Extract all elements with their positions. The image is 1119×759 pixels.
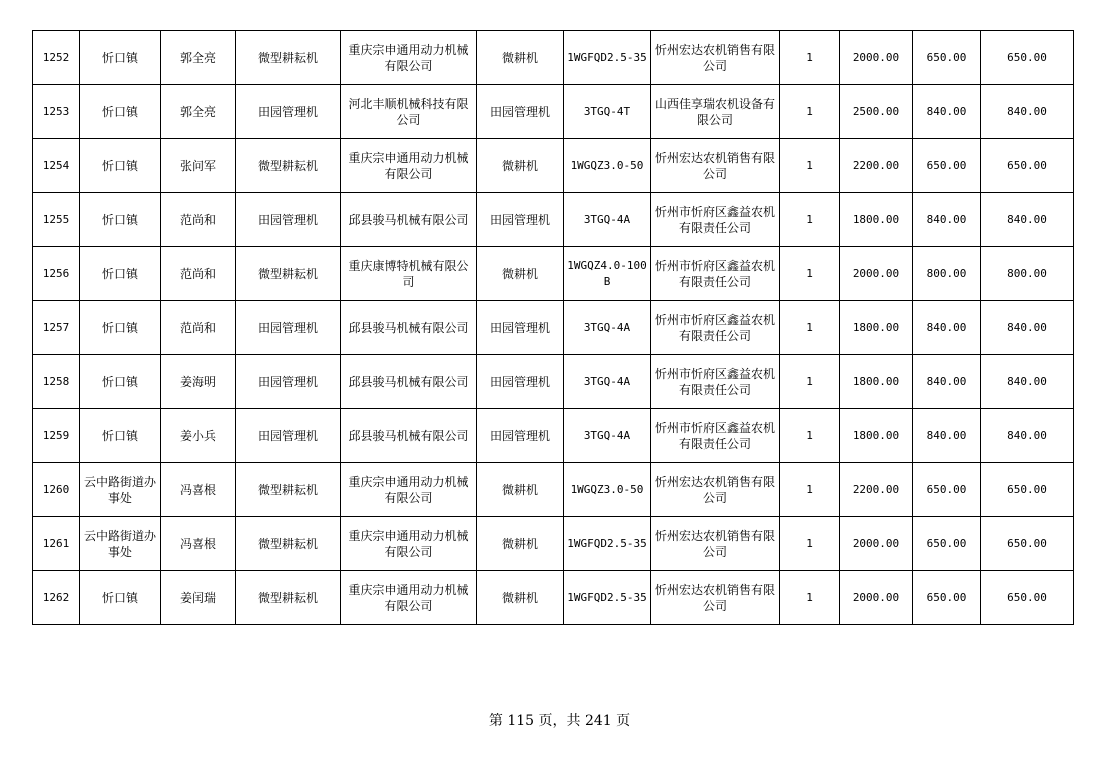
- cell-type: 微耕机: [477, 31, 564, 85]
- cell-id: 1257: [33, 301, 80, 355]
- cell-subsidy: 840.00: [913, 409, 981, 463]
- page-number: 第 115 页，共 241 页: [488, 713, 631, 729]
- cell-model: 1WGQZ3.0-50: [564, 463, 651, 517]
- cell-category: 田园管理机: [236, 355, 341, 409]
- cell-total: 650.00: [981, 31, 1074, 85]
- cell-maker: 邱县骏马机械有限公司: [341, 409, 477, 463]
- cell-category: 微型耕耘机: [236, 463, 341, 517]
- cell-model: 1WGFQD2.5-35: [564, 517, 651, 571]
- cell-category: 微型耕耘机: [236, 571, 341, 625]
- cell-category: 田园管理机: [236, 85, 341, 139]
- cell-dealer: 山西佳享瑞农机设备有限公司: [651, 85, 780, 139]
- cell-dealer: 忻州市忻府区鑫益农机有限责任公司: [651, 355, 780, 409]
- cell-price: 1800.00: [840, 355, 913, 409]
- cell-type: 田园管理机: [477, 409, 564, 463]
- cell-qty: 1: [780, 517, 840, 571]
- table-row: [33, 85, 1074, 139]
- cell-dealer: 忻州宏达农机销售有限公司: [651, 31, 780, 85]
- cell-model: 1WGFQD2.5-35: [564, 571, 651, 625]
- cell-model: 3TGQ-4A: [564, 301, 651, 355]
- cell-qty: 1: [780, 571, 840, 625]
- cell-total: 650.00: [981, 139, 1074, 193]
- table-row: [33, 409, 1074, 463]
- cell-qty: 1: [780, 85, 840, 139]
- cell-id: 1254: [33, 139, 80, 193]
- cell-maker: 邱县骏马机械有限公司: [341, 193, 477, 247]
- cell-name: 姜闰瑞: [161, 571, 236, 625]
- cell-model: 3TGQ-4A: [564, 355, 651, 409]
- cell-town: 忻口镇: [80, 355, 161, 409]
- cell-category: 微型耕耘机: [236, 247, 341, 301]
- cell-id: 1256: [33, 247, 80, 301]
- cell-name: 冯喜根: [161, 463, 236, 517]
- cell-town: 忻口镇: [80, 139, 161, 193]
- table-row: [33, 139, 1074, 193]
- cell-maker: 重庆康博特机械有限公司: [341, 247, 477, 301]
- cell-type: 田园管理机: [477, 193, 564, 247]
- cell-name: 范尚和: [161, 193, 236, 247]
- cell-qty: 1: [780, 31, 840, 85]
- cell-dealer: 忻州市忻府区鑫益农机有限责任公司: [651, 409, 780, 463]
- cell-type: 田园管理机: [477, 301, 564, 355]
- cell-price: 2000.00: [840, 247, 913, 301]
- cell-town: 忻口镇: [80, 247, 161, 301]
- cell-subsidy: 800.00: [913, 247, 981, 301]
- cell-qty: 1: [780, 139, 840, 193]
- cell-subsidy: 650.00: [913, 517, 981, 571]
- table-row: [33, 571, 1074, 625]
- cell-town: 忻口镇: [80, 85, 161, 139]
- cell-maker: 重庆宗申通用动力机械有限公司: [341, 139, 477, 193]
- cell-model: 3TGQ-4A: [564, 409, 651, 463]
- table-row: [33, 193, 1074, 247]
- cell-subsidy: 650.00: [913, 31, 981, 85]
- subsidy-table: [32, 30, 1074, 625]
- cell-price: 2000.00: [840, 517, 913, 571]
- cell-price: 1800.00: [840, 193, 913, 247]
- cell-qty: 1: [780, 301, 840, 355]
- cell-total: 650.00: [981, 571, 1074, 625]
- cell-model: 1WGQZ3.0-50: [564, 139, 651, 193]
- cell-category: 微型耕耘机: [236, 517, 341, 571]
- cell-dealer: 忻州市忻府区鑫益农机有限责任公司: [651, 247, 780, 301]
- cell-subsidy: 840.00: [913, 193, 981, 247]
- cell-id: 1253: [33, 85, 80, 139]
- cell-town: 云中路街道办事处: [80, 463, 161, 517]
- cell-type: 田园管理机: [477, 355, 564, 409]
- cell-category: 田园管理机: [236, 193, 341, 247]
- cell-qty: 1: [780, 247, 840, 301]
- cell-price: 2200.00: [840, 139, 913, 193]
- cell-qty: 1: [780, 409, 840, 463]
- cell-dealer: 忻州宏达农机销售有限公司: [651, 571, 780, 625]
- cell-dealer: 忻州市忻府区鑫益农机有限责任公司: [651, 301, 780, 355]
- cell-town: 忻口镇: [80, 193, 161, 247]
- cell-town: 忻口镇: [80, 301, 161, 355]
- cell-id: 1261: [33, 517, 80, 571]
- cell-name: 郭全亮: [161, 31, 236, 85]
- cell-type: 微耕机: [477, 139, 564, 193]
- cell-id: 1258: [33, 355, 80, 409]
- cell-total: 650.00: [981, 517, 1074, 571]
- cell-maker: 重庆宗申通用动力机械有限公司: [341, 517, 477, 571]
- cell-name: 范尚和: [161, 301, 236, 355]
- table-row: [33, 463, 1074, 517]
- cell-subsidy: 840.00: [913, 85, 981, 139]
- cell-type: 微耕机: [477, 571, 564, 625]
- cell-total: 840.00: [981, 409, 1074, 463]
- cell-maker: 重庆宗申通用动力机械有限公司: [341, 463, 477, 517]
- cell-id: 1255: [33, 193, 80, 247]
- cell-name: 姜小兵: [161, 409, 236, 463]
- cell-qty: 1: [780, 463, 840, 517]
- cell-qty: 1: [780, 355, 840, 409]
- cell-total: 840.00: [981, 301, 1074, 355]
- cell-name: 范尚和: [161, 247, 236, 301]
- cell-price: 2200.00: [840, 463, 913, 517]
- cell-model: 3TGQ-4A: [564, 193, 651, 247]
- cell-total: 840.00: [981, 355, 1074, 409]
- cell-dealer: 忻州宏达农机销售有限公司: [651, 139, 780, 193]
- table-body: [33, 31, 1074, 625]
- cell-type: 田园管理机: [477, 85, 564, 139]
- cell-town: 忻口镇: [80, 409, 161, 463]
- cell-name: 张问军: [161, 139, 236, 193]
- table-row: [33, 247, 1074, 301]
- cell-total: 800.00: [981, 247, 1074, 301]
- cell-qty: 1: [780, 193, 840, 247]
- cell-name: 姜海明: [161, 355, 236, 409]
- cell-subsidy: 650.00: [913, 139, 981, 193]
- cell-price: 1800.00: [840, 301, 913, 355]
- cell-total: 840.00: [981, 193, 1074, 247]
- cell-town: 云中路街道办事处: [80, 517, 161, 571]
- cell-id: 1252: [33, 31, 80, 85]
- cell-model: 1WGFQD2.5-35: [564, 31, 651, 85]
- cell-type: 微耕机: [477, 247, 564, 301]
- cell-subsidy: 840.00: [913, 355, 981, 409]
- cell-model: 1WGQZ4.0-100B: [564, 247, 651, 301]
- cell-name: 冯喜根: [161, 517, 236, 571]
- cell-maker: 邱县骏马机械有限公司: [341, 355, 477, 409]
- table-row: [33, 355, 1074, 409]
- cell-subsidy: 650.00: [913, 571, 981, 625]
- cell-dealer: 忻州宏达农机销售有限公司: [651, 463, 780, 517]
- cell-id: 1259: [33, 409, 80, 463]
- table-row: [33, 517, 1074, 571]
- cell-price: 2000.00: [840, 31, 913, 85]
- cell-subsidy: 840.00: [913, 301, 981, 355]
- cell-maker: 重庆宗申通用动力机械有限公司: [341, 571, 477, 625]
- cell-maker: 重庆宗申通用动力机械有限公司: [341, 31, 477, 85]
- cell-type: 微耕机: [477, 517, 564, 571]
- cell-town: 忻口镇: [80, 31, 161, 85]
- cell-maker: 河北丰顺机械科技有限公司: [341, 85, 477, 139]
- cell-price: 1800.00: [840, 409, 913, 463]
- cell-id: 1262: [33, 571, 80, 625]
- cell-type: 微耕机: [477, 463, 564, 517]
- cell-total: 650.00: [981, 463, 1074, 517]
- cell-dealer: 忻州市忻府区鑫益农机有限责任公司: [651, 193, 780, 247]
- cell-total: 840.00: [981, 85, 1074, 139]
- cell-category: 田园管理机: [236, 409, 341, 463]
- table-row: [33, 301, 1074, 355]
- cell-category: 微型耕耘机: [236, 31, 341, 85]
- cell-name: 郭全亮: [161, 85, 236, 139]
- cell-category: 微型耕耘机: [236, 139, 341, 193]
- cell-town: 忻口镇: [80, 571, 161, 625]
- cell-category: 田园管理机: [236, 301, 341, 355]
- cell-price: 2500.00: [840, 85, 913, 139]
- cell-id: 1260: [33, 463, 80, 517]
- table-row: [33, 31, 1074, 85]
- cell-subsidy: 650.00: [913, 463, 981, 517]
- cell-dealer: 忻州宏达农机销售有限公司: [651, 517, 780, 571]
- cell-maker: 邱县骏马机械有限公司: [341, 301, 477, 355]
- cell-model: 3TGQ-4T: [564, 85, 651, 139]
- cell-price: 2000.00: [840, 571, 913, 625]
